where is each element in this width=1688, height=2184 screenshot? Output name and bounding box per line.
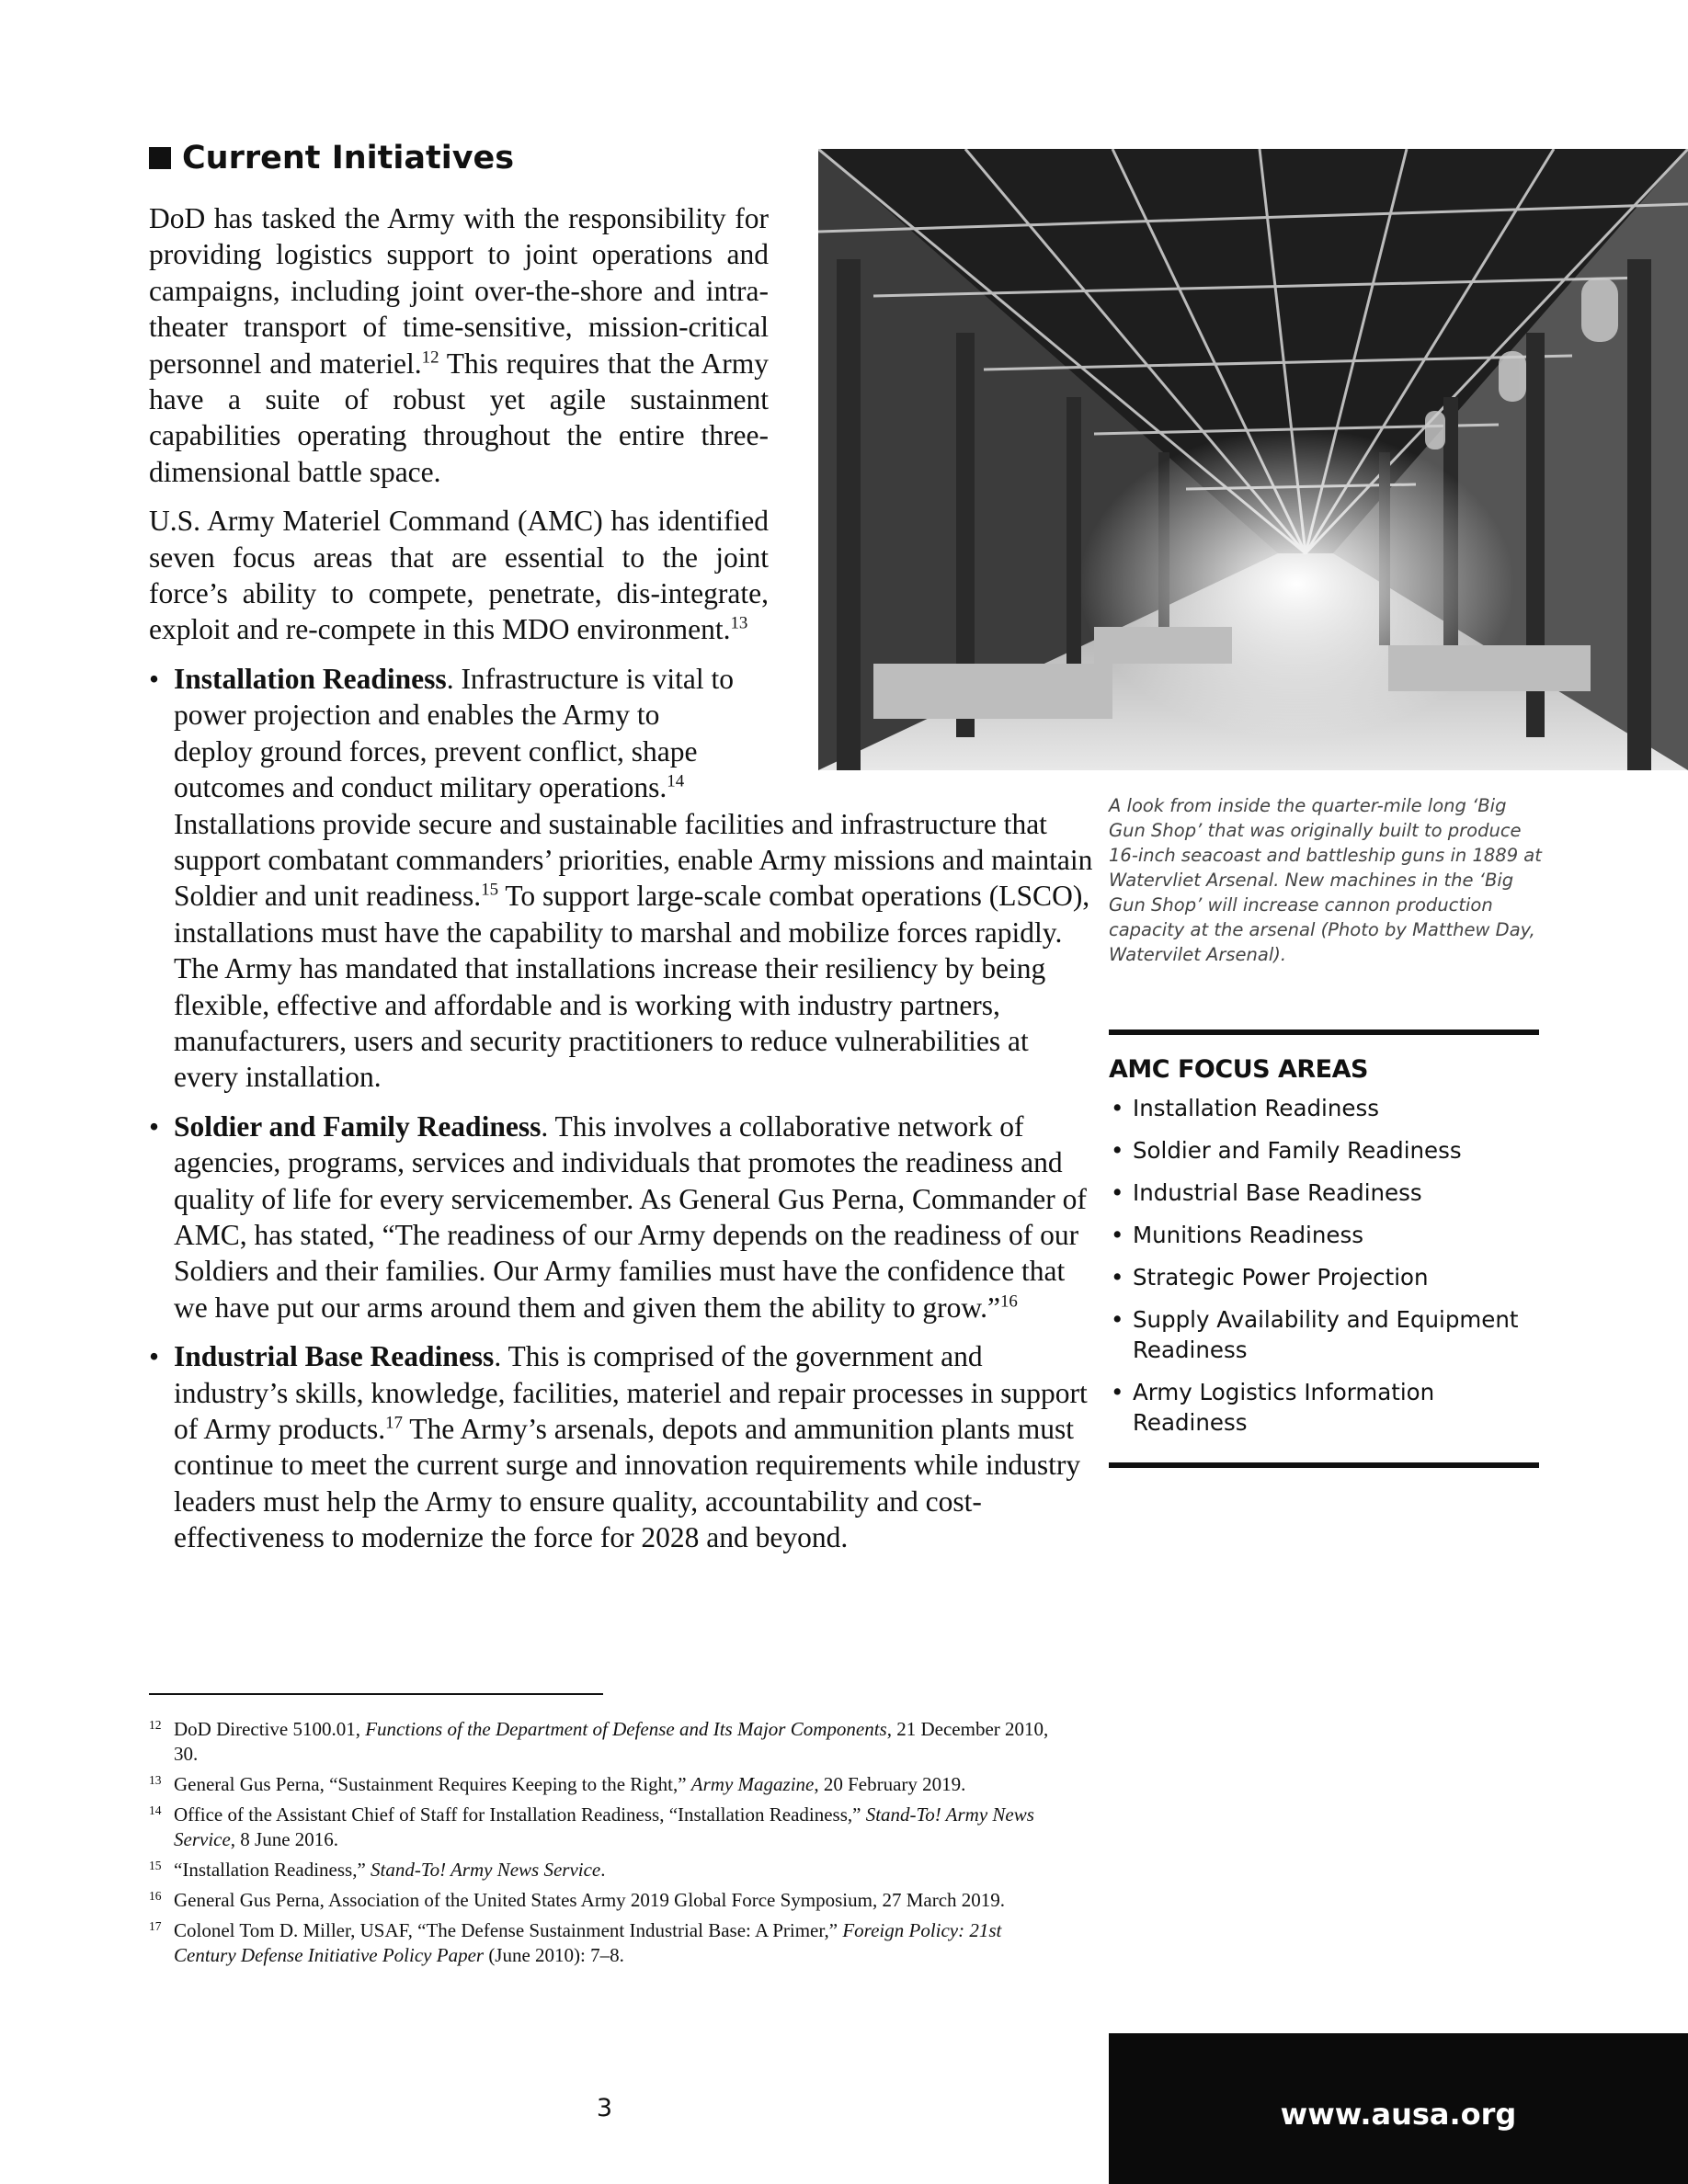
footnote-text: General Gus Perna, “Sustainment Requires Keeping to the Right,” [174,1773,691,1795]
photo-caption: A look from inside the quarter-mile long ‘Big Gun Shop’ that was originally built to produce 16-inch seacoast and battleship guns in 1889 at Watervliet Arsenal. New machines in the ‘Big Gun Shop’ will increase cannon production capacity at the arsenal (Photo by Matthew Day, Watervilet Arsenal). [1109,795,1542,965]
footnote-ref[interactable]: 15 [481,880,499,900]
focus-area-item: • Army Logistics Information Readiness [1109,1377,1539,1438]
paragraph-2-text: U.S. Army Materiel Command (AMC) has identified seven focus areas that are essential to the joint force’s ability to compete, penetrate, dis-integrate, exploit and re-compete in this MDO environment. [149,505,769,646]
footnote-title: Foreign Policy: 21st Century Defense Initiative Policy Paper [174,1919,1002,1966]
paragraph-2 [149,503,769,648]
bullet-2-title: Soldier and Family Readiness [174,1109,542,1143]
bullet-soldier-family-readiness [149,1109,1087,1325]
section-heading [149,140,514,176]
footnote-text: DoD Directive 5100.01, [174,1718,366,1740]
footnote-ref[interactable]: 12 [421,347,439,368]
footnote-text: Office of the Assistant Chief of Staff for Installation Readiness, “Installation Readiness,” [174,1803,866,1826]
focus-areas-list [1109,1093,1539,1438]
focus-area-item: • Soldier and Family Readiness [1109,1135,1539,1166]
footnote-ref[interactable]: 16 [999,1291,1018,1312]
footnote-ref[interactable]: 14 [667,771,685,791]
footnote-number: 14 [149,1803,162,1817]
paragraph-1 [149,200,769,490]
footnote-number: 17 [149,1919,162,1933]
footnotes [149,1717,1050,1974]
footnote-16 [149,1888,1050,1913]
footnote-title: Stand-To! Army News Service [174,1803,1034,1850]
bullet-1-text-c: To support large-scale combat operations (LSCO), installations must have the capability to marshal and mobilize forces rapidly. The Army has mandated that installations increase their resiliency by being flexible, effective and affordable and is working with industry partners, manufacturers, users and security practitioners to reduce vulnerabilities at every installation. [174,880,1090,1094]
footnote-number: 16 [149,1889,162,1903]
bullet-3-text-a: . This is comprised of the government and industry’s skills, knowledge, facilities, materiel and repair processes in support of Army products. [174,1340,1088,1445]
footnote-text: . [600,1859,606,1881]
bullet-1-title: Installation Readiness [174,662,447,695]
bullet-1-text-b: Installations provide secure and sustainable facilities and infrastructure that support combatant commanders’ priorities, enable Army missions and maintain Soldier and unit readiness. [174,807,1093,913]
footnote-12 [149,1717,1050,1767]
paragraph-1-continued: This requires that the Army have a suite of robust yet agile sustainment capabilities operating throughout the entire three-dimensional battle space. [149,347,769,488]
bullet-3-text-b: The Army’s arsenals, depots and ammunition plants must continue to meet the current surge and innovation requirements while industry leaders must help the Army to ensure quality, accountability and cost-effectiveness to modernize the force for 2028 and beyond. [174,1413,1081,1554]
footer-bar [1109,2033,1688,2184]
footer-url-link[interactable]: www.ausa.org [1280,2097,1517,2132]
footnote-ref[interactable]: 17 [385,1413,403,1433]
square-bullet-icon [149,147,171,169]
footnote-15 [149,1858,1050,1883]
focus-area-item: • Installation Readiness [1109,1093,1539,1123]
footnote-title: Army Magazine [690,1773,815,1795]
bullet-3-title: Industrial Base Readiness [174,1340,495,1373]
footnote-text: General Gus Perna, Association of the United States Army 2019 Global Force Symposium, 27 March 2019. [174,1889,1006,1911]
footnote-14 [149,1803,1050,1852]
focus-area-item: • Munitions Readiness [1109,1220,1539,1250]
footnote-text: (June 2010): 7–8. [484,1944,624,1966]
footnote-number: 12 [149,1718,162,1732]
bullet-2-body [174,1109,1093,1325]
focus-bullet-list [149,661,1093,1556]
bullet-1-text-a: . Infrastructure is vital to power projection and enables the Army to deploy ground forces, prevent conflict, shape outcomes and conduct military operations. [174,662,734,804]
focus-area-item: • Supply Availability and Equipment Readiness [1109,1304,1539,1365]
bullet-industrial-base-readiness [149,1338,1088,1555]
footnote-text: , 20 February 2019. [814,1773,966,1795]
footnote-title: Functions of the Department of Defense and Its Major Components [365,1718,887,1740]
footnote-number: 15 [149,1859,162,1872]
focus-area-item: • Industrial Base Readiness [1109,1177,1539,1208]
section-heading-text: Current Initiatives [182,140,515,176]
footnote-13 [149,1772,1050,1797]
focus-area-item: • Strategic Power Projection [1109,1262,1539,1292]
footnote-text: “Installation Readiness,” [174,1859,371,1881]
bullet-2-text: . This involves a collaborative network of agencies, programs, services and individuals that promotes the readiness and quality of life for every servicemember. As General Gus Perna, Commander of AMC, has stated, “The readiness of our Army depends on the readiness of our Soldiers and their families. Our Army families must have the confidence that we have put our arms around them and given them the ability to grow.” [174,1109,1087,1324]
footnote-divider [149,1693,603,1695]
footnote-text: Colonel Tom D. Miller, USAF, “The Defense Sustainment Industrial Base: A Primer,” [174,1919,843,1941]
amc-focus-areas-box [1109,1029,1539,1468]
bullet-1-body [174,806,1093,1096]
gun-shop-photo [818,149,1688,770]
footnote-ref[interactable]: 13 [730,613,748,633]
footnote-title: Stand-To! Army News Service [371,1859,601,1881]
footnote-text: , 8 June 2016. [230,1828,339,1850]
bullet-3-body [174,1338,1093,1555]
sidebar-title: AMC FOCUS AREAS [1109,1055,1368,1084]
footnote-text: , 21 December 2010, 30. [174,1718,1049,1765]
arsenal-interior-image [818,149,1688,770]
footnote-17 [149,1918,1050,1968]
paragraph-1-text: DoD has tasked the Army with the responsibility for providing logistics support to joint operations and campaigns, including joint over-the-shore and intra-theater transport of time-sensitive, mission-critical personnel and materiel. [149,202,769,380]
page-number: 3 [596,2094,613,2122]
bullet-1-intro [174,661,744,806]
footnote-number: 13 [149,1773,162,1787]
